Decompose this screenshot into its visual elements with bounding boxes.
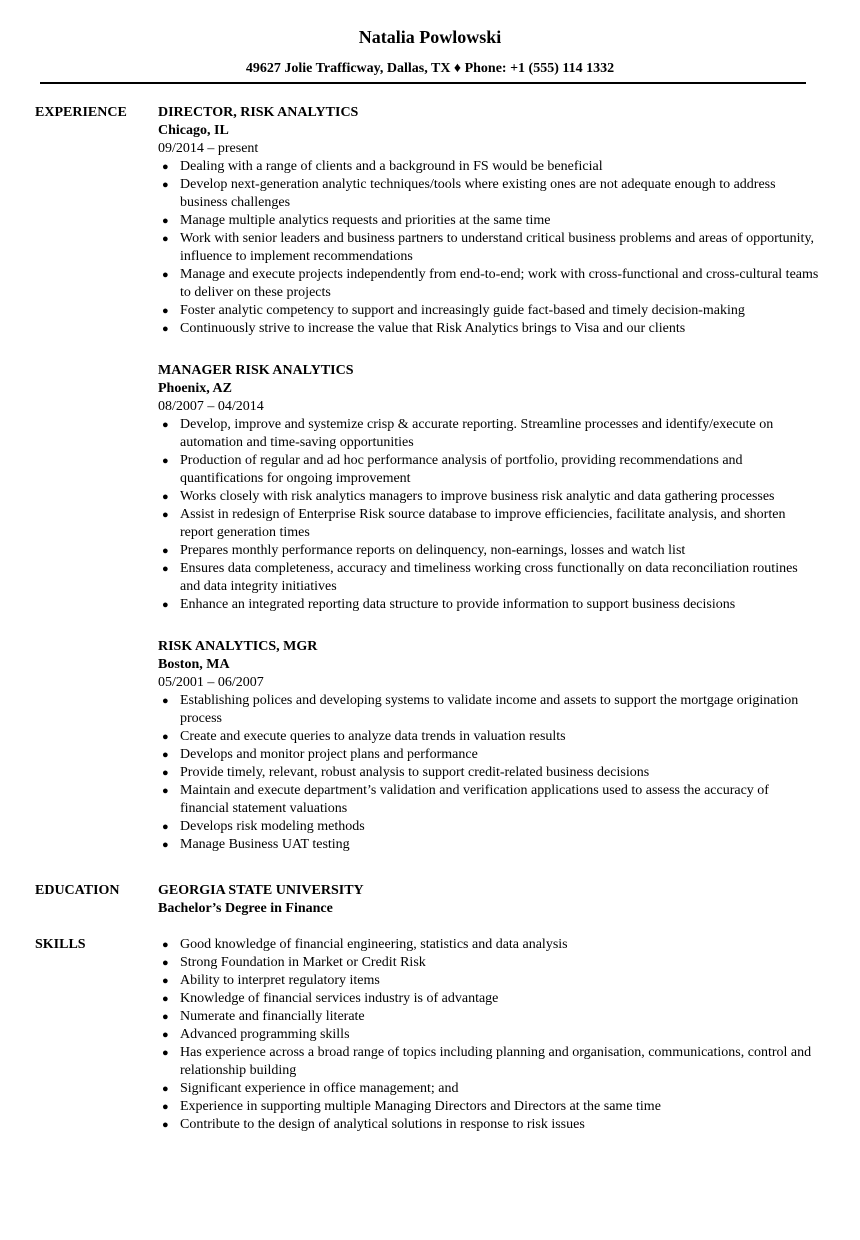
skill-text: Good knowledge of financial engineering, statistics and data analysis — [180, 937, 568, 952]
skill-item — [158, 1098, 820, 1116]
bullet-icon: ● — [162, 731, 169, 743]
skill-item — [158, 1116, 820, 1134]
section-label-skills: SKILLS — [35, 937, 86, 952]
bullet-item — [158, 212, 820, 230]
bullet-item — [158, 488, 820, 506]
header-divider — [40, 82, 806, 84]
bullet-icon: ● — [162, 695, 169, 707]
bullet-item — [158, 158, 820, 176]
experience-jobs — [158, 104, 820, 854]
bullet-text: Manage Business UAT testing — [180, 837, 350, 852]
bullet-item — [158, 728, 820, 746]
job-bullets — [158, 158, 820, 338]
skill-text: Numerate and financially literate — [180, 1009, 365, 1024]
bullet-text: Develops risk modeling methods — [180, 819, 365, 834]
job-title: RISK ANALYTICS, MGR — [158, 639, 318, 654]
bullet-icon: ● — [162, 1083, 169, 1095]
job-bullets — [158, 692, 820, 854]
bullet-item — [158, 542, 820, 560]
bullet-text: Ensures data completeness, accuracy and timeliness working cross functionally on data reconciliation routines and data integrity initiatives — [180, 561, 798, 594]
skills-body — [158, 936, 820, 1134]
bullet-icon: ● — [162, 305, 169, 317]
job-dates: 05/2001 – 06/2007 — [158, 675, 264, 690]
bullet-icon: ● — [162, 545, 169, 557]
contact-line: 49627 Jolie Trafficway, Dallas, TX ♦ Phone: +1 (555) 114 1332 — [245, 61, 615, 76]
bullet-item — [158, 302, 820, 320]
skills-section — [35, 936, 820, 1134]
bullet-icon: ● — [162, 599, 169, 611]
bullet-icon: ● — [162, 993, 169, 1005]
bullet-text: Develops and monitor project plans and performance — [180, 747, 478, 762]
bullet-item — [158, 176, 820, 212]
bullet-icon: ● — [162, 939, 169, 951]
skill-text: Strong Foundation in Market or Credit Risk — [180, 955, 426, 970]
bullet-icon: ● — [162, 179, 169, 191]
bullet-icon: ● — [162, 749, 169, 761]
bullet-item — [158, 230, 820, 266]
resume-header — [0, 0, 860, 78]
job-location: Boston, MA — [158, 657, 230, 672]
bullet-text: Prepares monthly performance reports on delinquency, non-earnings, losses and watch list — [180, 543, 686, 558]
bullet-text: Foster analytic competency to support and increasingly guide fact-based and timely decision-making — [180, 303, 745, 318]
bullet-icon: ● — [162, 323, 169, 335]
skill-item — [158, 1008, 820, 1026]
education-body — [158, 882, 820, 918]
section-label-experience: EXPERIENCE — [35, 105, 127, 120]
skill-text: Advanced programming skills — [180, 1027, 350, 1042]
bullet-text: Continuously strive to increase the value that Risk Analytics brings to Visa and our clients — [180, 321, 686, 336]
bullet-icon: ● — [162, 975, 169, 987]
bullet-text: Dealing with a range of clients and a background in FS would be beneficial — [180, 159, 603, 174]
skill-text: Significant experience in office management; and — [180, 1081, 459, 1096]
bullet-text: Assist in redesign of Enterprise Risk source database to improve efficiencies, facilitate analysis, and shorten report generation times — [180, 507, 786, 540]
bullet-item — [158, 596, 820, 614]
bullet-text: Enhance an integrated reporting data structure to provide information to support business decisions — [180, 597, 736, 612]
bullet-text: Develop next-generation analytic techniques/tools where existing ones are not adequate enough to address business challenges — [180, 177, 776, 210]
education-section — [35, 882, 820, 918]
bullet-icon: ● — [162, 1047, 169, 1059]
skill-item — [158, 954, 820, 972]
bullet-item — [158, 782, 820, 818]
job-location: Chicago, IL — [158, 123, 229, 138]
job-bullets — [158, 416, 820, 614]
bullet-text: Provide timely, relevant, robust analysis to support credit-related business decisions — [180, 765, 650, 780]
skill-text: Experience in supporting multiple Managing Directors and Directors at the same time — [180, 1099, 661, 1114]
bullet-text: Manage multiple analytics requests and priorities at the same time — [180, 213, 551, 228]
bullet-item — [158, 266, 820, 302]
bullet-icon: ● — [162, 269, 169, 281]
job-dates: 09/2014 – present — [158, 141, 259, 156]
bullet-item — [158, 764, 820, 782]
bullet-icon: ● — [162, 1119, 169, 1131]
skill-item — [158, 936, 820, 954]
bullet-item — [158, 836, 820, 854]
bullet-icon: ● — [162, 1029, 169, 1041]
skill-text: Contribute to the design of analytical solutions in response to risk issues — [180, 1117, 585, 1132]
job-dates: 08/2007 – 04/2014 — [158, 399, 264, 414]
bullet-icon: ● — [162, 215, 169, 227]
bullet-icon: ● — [162, 419, 169, 431]
skill-item — [158, 1080, 820, 1098]
bullet-item — [158, 452, 820, 488]
bullet-icon: ● — [162, 233, 169, 245]
bullet-text: Establishing polices and developing systems to validate income and assets to support the mortgage origination process — [180, 693, 799, 726]
bullet-icon: ● — [162, 821, 169, 833]
bullet-icon: ● — [162, 1011, 169, 1023]
bullet-icon: ● — [162, 455, 169, 467]
job-title: MANAGER RISK ANALYTICS — [158, 363, 354, 378]
skill-text: Knowledge of financial services industry is of advantage — [180, 991, 499, 1006]
skill-item — [158, 990, 820, 1008]
bullet-icon: ● — [162, 785, 169, 797]
degree-name: Bachelor’s Degree in Finance — [158, 901, 333, 916]
bullet-icon: ● — [162, 563, 169, 575]
bullet-item — [158, 416, 820, 452]
skill-item — [158, 972, 820, 990]
bullet-text: Manage and execute projects independently from end-to-end; work with cross-functional and cross-cultural teams to deliver on these projects — [180, 267, 819, 300]
bullet-icon: ● — [162, 491, 169, 503]
bullet-icon: ● — [162, 161, 169, 173]
candidate-name: Natalia Powlowski — [358, 27, 502, 47]
job-location: Phoenix, AZ — [158, 381, 232, 396]
bullet-icon: ● — [162, 509, 169, 521]
section-label-education: EDUCATION — [35, 883, 120, 898]
job-entry — [158, 362, 820, 614]
job-title: DIRECTOR, RISK ANALYTICS — [158, 105, 359, 120]
bullet-item — [158, 692, 820, 728]
bullet-icon: ● — [162, 1101, 169, 1113]
bullet-item — [158, 506, 820, 542]
school-name: GEORGIA STATE UNIVERSITY — [158, 883, 364, 898]
skill-text: Ability to interpret regulatory items — [180, 973, 380, 988]
experience-section — [35, 104, 820, 854]
job-entry — [158, 638, 820, 854]
bullet-icon: ● — [162, 957, 169, 969]
bullet-item — [158, 560, 820, 596]
bullet-item — [158, 320, 820, 338]
bullet-item — [158, 818, 820, 836]
bullet-text: Works closely with risk analytics managers to improve business risk analytic and data gathering processes — [180, 489, 775, 504]
bullet-icon: ● — [162, 767, 169, 779]
job-entry — [158, 104, 820, 338]
bullet-icon: ● — [162, 839, 169, 851]
skill-text: Has experience across a broad range of topics including planning and organisation, communications, control and relationship building — [180, 1045, 812, 1078]
bullet-text: Develop, improve and systemize crisp & accurate reporting. Streamline processes and identify/execute on automation and time-saving opportunities — [180, 417, 774, 450]
bullet-item — [158, 746, 820, 764]
bullet-text: Work with senior leaders and business partners to understand critical business problems and areas of opportunity, influence to implement recommendations — [180, 231, 815, 264]
skill-item — [158, 1044, 820, 1080]
skills-list — [158, 936, 820, 1134]
bullet-text: Create and execute queries to analyze data trends in valuation results — [180, 729, 566, 744]
bullet-text: Maintain and execute department’s validation and verification applications used to assess the accuracy of financial statement valuations — [180, 783, 769, 816]
skill-item — [158, 1026, 820, 1044]
bullet-text: Production of regular and ad hoc performance analysis of portfolio, providing recommendations and quantifications for ongoing improvement — [180, 453, 743, 486]
